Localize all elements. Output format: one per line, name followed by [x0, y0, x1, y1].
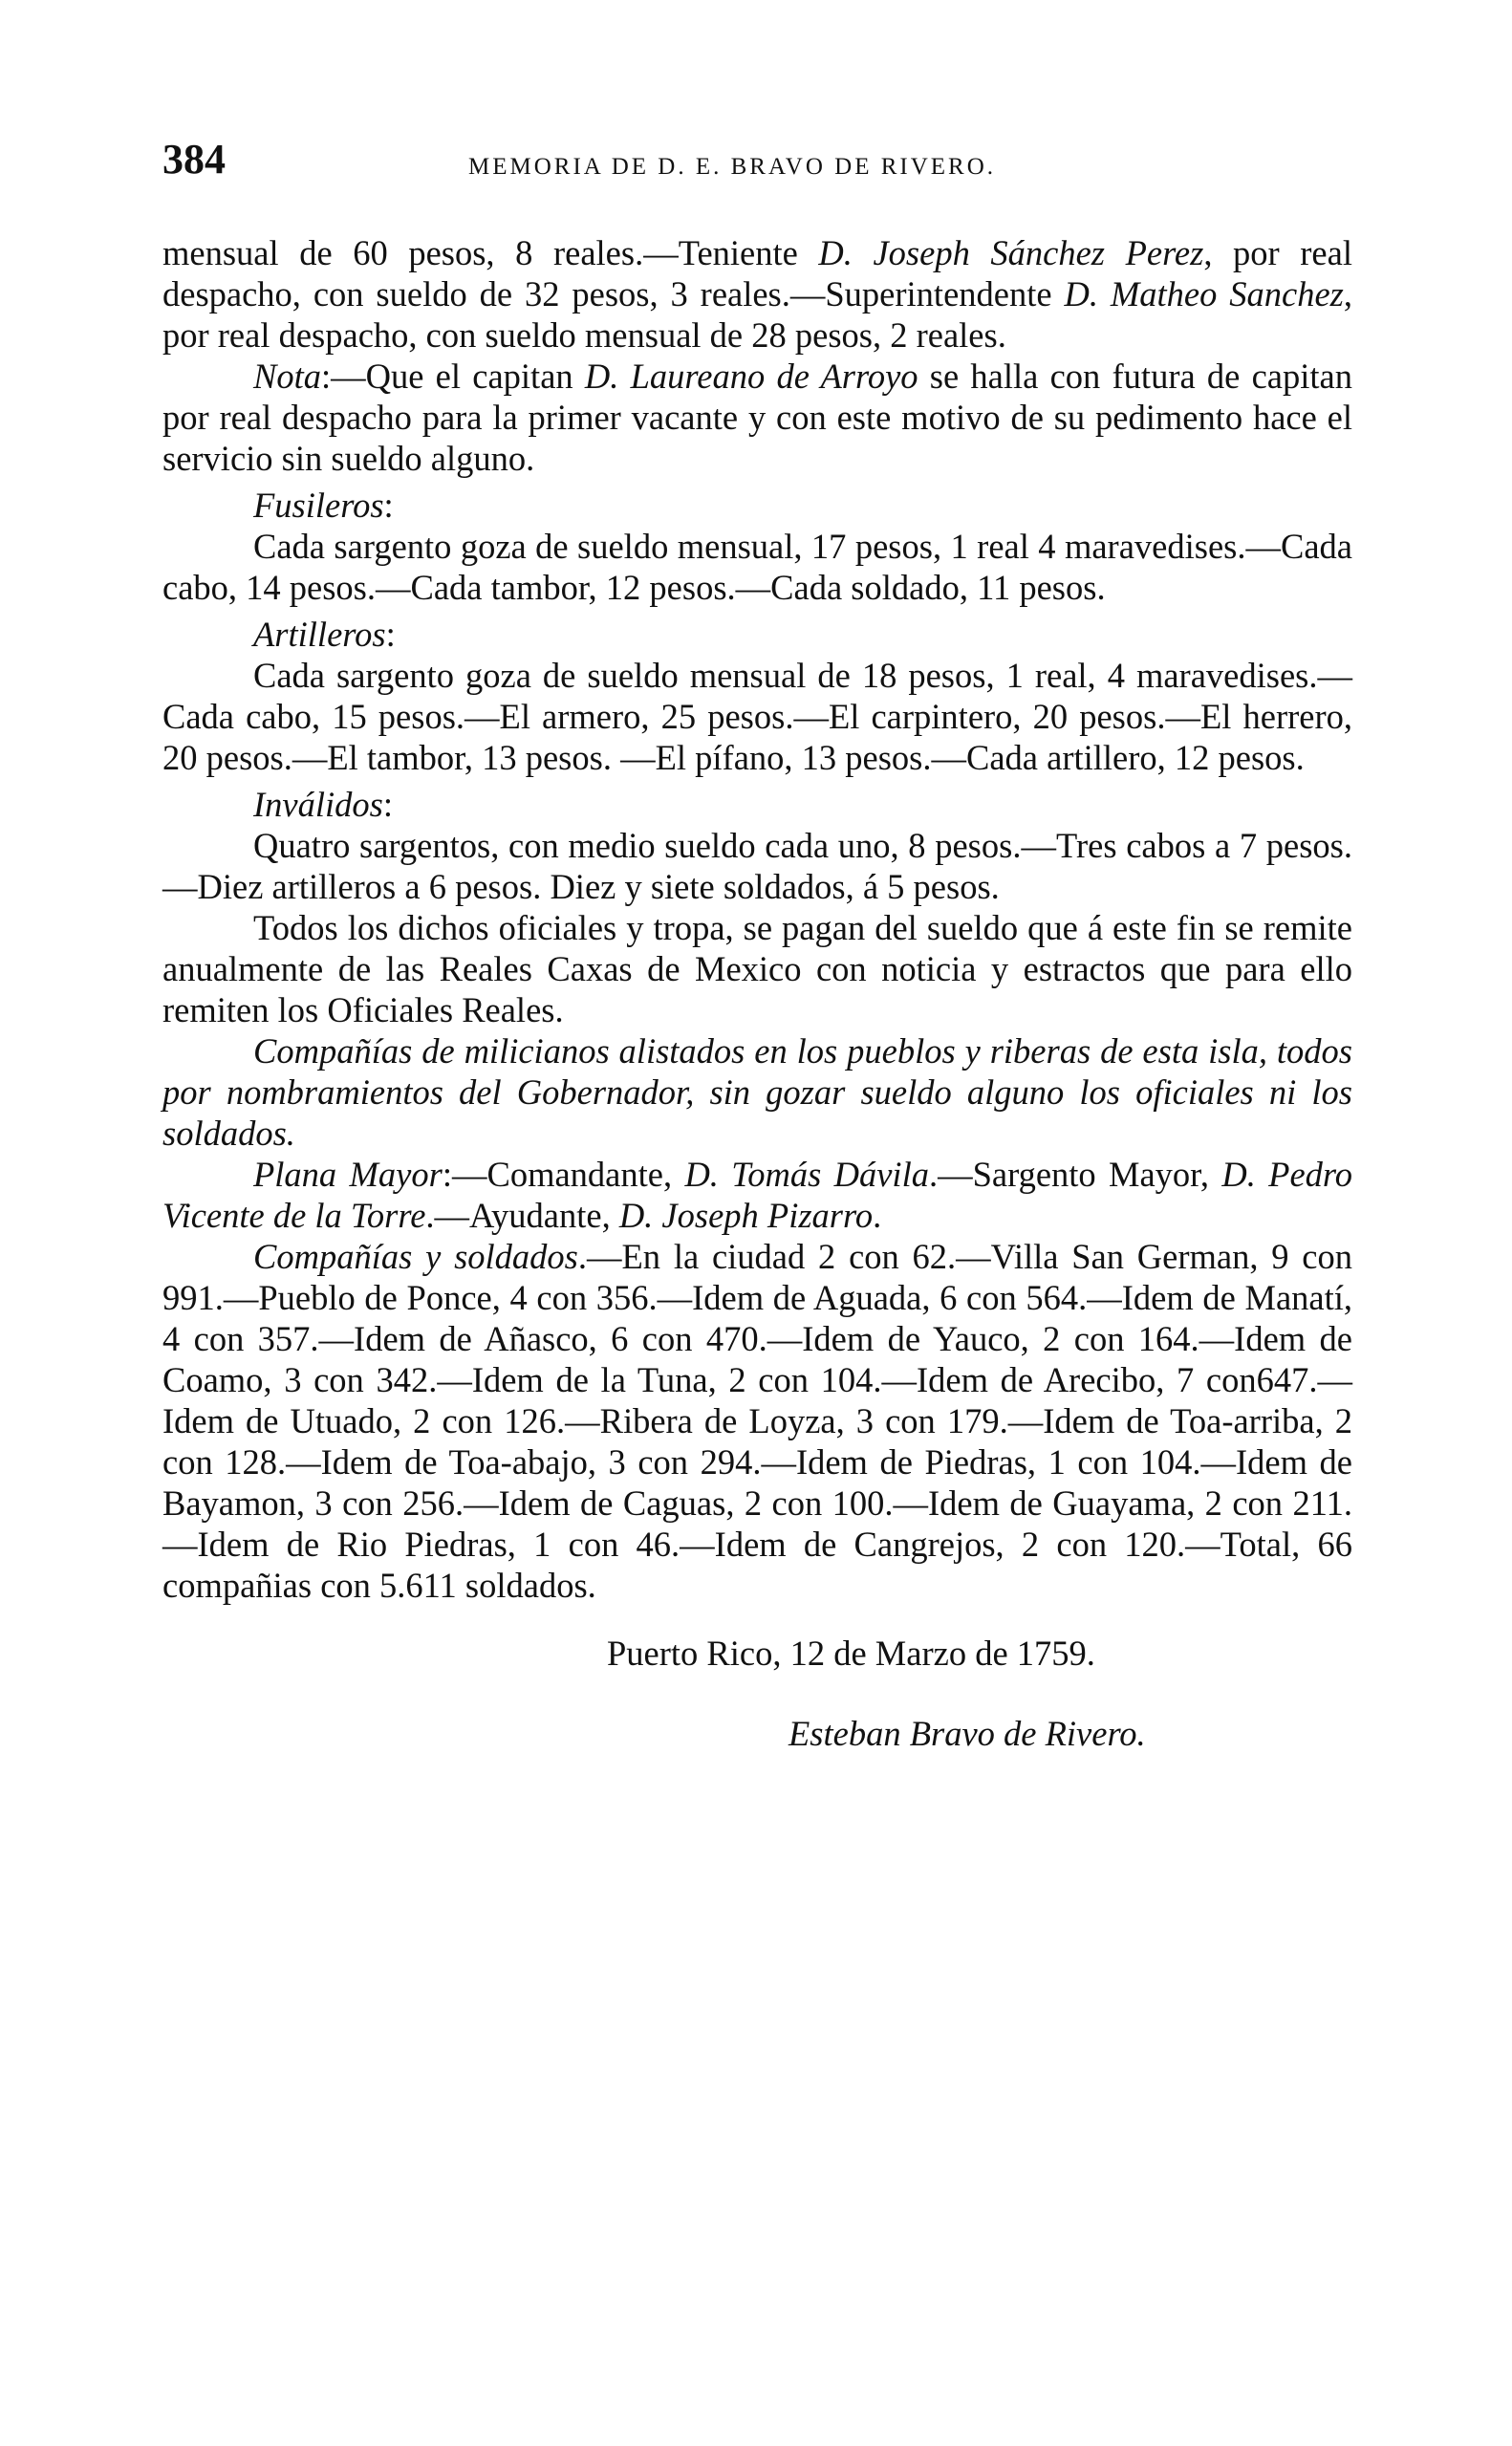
paragraph — [162, 825, 1352, 907]
paragraph — [162, 1154, 1352, 1236]
italic-text: Compañías de milicianos alistados en los pueblos y riberas de esta isla, todos por nombramientos del Gobernador, sin gozar sueldo alguno los oficiales ni los soldados. — [162, 1031, 1352, 1153]
italic-text: D. Pedro Vicente de la Torre — [162, 1155, 1353, 1235]
paragraph — [162, 356, 1352, 479]
paragraph — [162, 232, 1352, 356]
italic-text: Plana Mayor — [253, 1155, 443, 1194]
text-run: .—Sargento Mayor, — [928, 1155, 1222, 1194]
text-run: : — [385, 615, 396, 654]
italic-text: D. Joseph Sánchez Perez — [818, 233, 1204, 272]
italic-text: Artilleros — [253, 615, 386, 654]
section-heading — [162, 784, 1352, 825]
text-run: .—En la ciudad 2 con 62.—Villa San German, 9 con 991.—Pueblo de Ponce, 4 con 356.—Idem de Aguada, 6 con 564.—Idem de Manatí, 4 con 357.—Idem de Añasco, 6 con 470.—Idem de Yauco, 2 con 164.—Idem de Coamo, 3 con 342.—Idem de la Tuna, 2 con 104.—Idem de Arecibo, 7 con647.—Idem de Utuado, 2 con 126.—Ribera de Loyza, 3 con 179.—Idem de Toa-arriba, 2 con 128.—Idem de Toa-abajo, 3 con 294.—Idem de Piedras, 1 con 104.—Idem de Bayamon, 3 con 256.—Idem de Caguas, 2 con 100.—Idem de Guayama, 2 con 211.—Idem de Rio Piedras, 1 con 46.—Idem de Cangrejos, 2 con 120.—Total, 66 compañias con 5.611 soldados. — [162, 1237, 1352, 1605]
paragraph — [162, 907, 1352, 1030]
text-run: :—Comandante, — [442, 1155, 685, 1194]
paragraph — [162, 1030, 1352, 1154]
signature: Esteban Bravo de Rivero. — [788, 1714, 1146, 1753]
page-number: 384 — [162, 136, 226, 183]
text-run: Quatro sargentos, con medio sueldo cada uno, 8 pesos.—Tres cabos a 7 pesos.—Diez artilleros a 6 pesos. Diez y siete soldados, á 5 pesos. — [162, 826, 1352, 906]
text-run: Todos los dichos oficiales y tropa, se pagan del sueldo que á este fin se remite anualmente de las Reales Caxas de Mexico con noticia y estractos que para ello remiten los Oficiales Reales. — [162, 908, 1352, 1029]
text-run: Cada sargento goza de sueldo mensual, 17 pesos, 1 real 4 maravedises.—Cada cabo, 14 pesos.—Cada tambor, 12 pesos.—Cada soldado, 11 pesos. — [162, 527, 1352, 607]
italic-text: Nota — [253, 357, 321, 396]
italic-text: D. Laureano de Arroyo — [584, 357, 918, 396]
closing — [162, 1633, 1352, 1766]
paragraph — [162, 526, 1352, 608]
paragraph — [162, 655, 1352, 778]
text-run: .—Ayudante, — [425, 1196, 619, 1235]
italic-text: Compañías y soldados — [253, 1237, 578, 1276]
place-date: Puerto Rico, 12 de Marzo de 1759. — [607, 1634, 1095, 1673]
text-run: se halla con futura de capitan por real despacho para la primer vacante y con este motivo de su pedimento hace el servicio sin sueldo alguno. — [162, 357, 1352, 478]
italic-text: D. Tomás Dávila — [684, 1155, 929, 1194]
section-heading — [162, 485, 1352, 526]
document-page — [162, 136, 1353, 1766]
italic-text: Fusileros — [253, 486, 384, 525]
section-heading — [162, 614, 1352, 655]
text-run: , por real despacho, con sueldo mensual de 28 pesos, 2 reales. — [162, 274, 1352, 355]
text-run: : — [383, 486, 394, 525]
text-run: , por real despacho, con sueldo de 32 pesos, 3 reales.—Superintendente — [162, 233, 1352, 314]
paragraph — [162, 1236, 1352, 1606]
page-header — [162, 136, 1352, 196]
text-run: Cada sargento goza de sueldo mensual de 18 pesos, 1 real, 4 maravedises.—Cada cabo, 15 pesos.—El armero, 25 pesos.—El carpintero, 20 pesos.—El herrero, 20 pesos.—El tambor, 13 pesos. —El pífano, 13 pesos.—Cada artillero, 12 pesos. — [162, 656, 1352, 777]
text-run: mensual de 60 pesos, 8 reales.—Teniente — [162, 233, 819, 272]
running-head: MEMORIA DE D. E. BRAVO DE RIVERO. — [468, 154, 997, 180]
italic-text: D. Matheo Sanchez — [1064, 274, 1344, 314]
italic-text: D. Joseph Pizarro — [618, 1196, 874, 1235]
text-run: :—Que el capitan — [321, 357, 585, 396]
body-text — [162, 232, 1352, 1606]
italic-text: Inválidos — [253, 785, 383, 824]
text-run: : — [382, 785, 393, 824]
text-run: . — [873, 1196, 882, 1235]
